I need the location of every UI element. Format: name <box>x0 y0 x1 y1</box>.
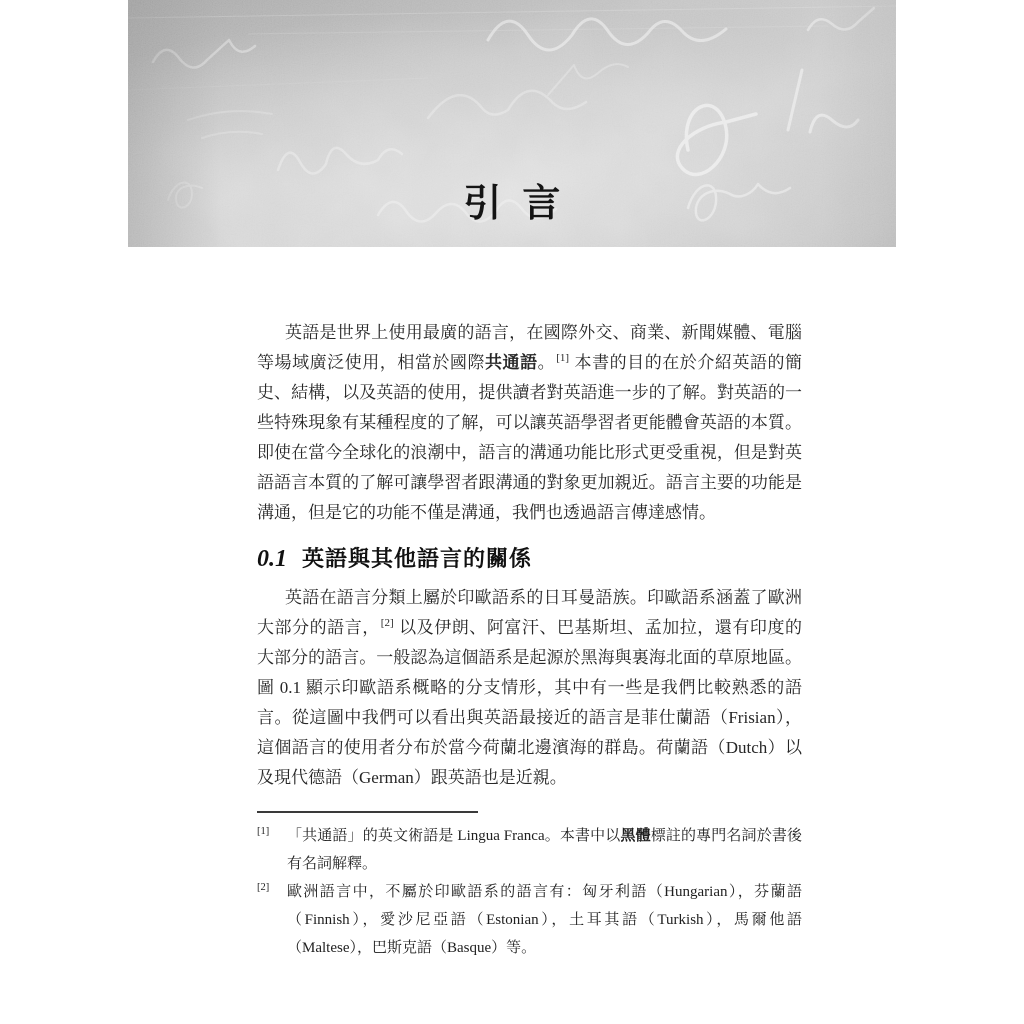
footnote-1 <box>257 822 802 878</box>
footnote-text: 「共通語」的英文術語是 Lingua Franca。本書中以 <box>287 828 621 844</box>
intro-paragraph <box>257 318 802 528</box>
chapter-title: 引言 <box>463 183 582 225</box>
paragraph-text: 。 <box>537 353 556 372</box>
footnotes-section <box>257 822 802 962</box>
footnote-marker-2: [2] <box>257 882 270 893</box>
footnote-text: 歐洲語言中，不屬於印歐語系的語言有：匈牙利語（Hungarian），芬蘭語（Finnish），愛沙尼亞語（Estonian），土耳其語（Turkish），馬爾他語（Maltese），巴斯克語（Basque）等。 <box>287 884 802 956</box>
paragraph-text: 本書的目的在於介紹英語的簡史、結構，以及英語的使用，提供讀者對英語進一步的了解。對英語的一些特殊現象有某種程度的了解，可以讓英語學習者更能體會英語的本質。即使在當今全球化的浪潮中，語言的溝通功能比形式更受重視，但是對英語語言本質的了解可讓學習者跟溝通的對象更加親近。語言主要的功能是溝通，但是它的功能不僅是溝通，我們也透過語言傳達感情。 <box>257 353 803 522</box>
section-paragraph <box>257 583 802 793</box>
footnote-ref-2: [2] <box>380 617 394 629</box>
section-heading <box>257 542 802 573</box>
chapter-header <box>128 0 896 247</box>
section-title: 英語與其他語言的關係 <box>302 546 533 571</box>
footnote-2 <box>257 878 802 962</box>
section-number: 0.1 <box>257 546 287 572</box>
bold-term-lingua-franca: 共通語 <box>485 353 538 372</box>
footnote-divider <box>257 811 478 813</box>
paragraph-text: 英語是世界上使用最廣的語言，在國際外交、商業、新聞媒體、電腦等場域廣泛使用，相當於國際 <box>257 323 802 372</box>
footnote-text: 標註的專門名詞於書後有名詞解釋。 <box>287 828 802 872</box>
footnote-bold-term: 黑體 <box>620 828 651 844</box>
footnote-marker-1: [1] <box>257 826 270 837</box>
footnote-ref-1: [1] <box>556 352 570 364</box>
paragraph-text: 英語在語言分類上屬於印歐語系的日耳曼語族。印歐語系涵蓋了歐洲大部分的語言， <box>257 588 802 637</box>
paragraph-text: 以及伊朗、阿富汗、巴基斯坦、孟加拉，還有印度的大部分的語言。一般認為這個語系是起源於黑海與裏海北面的草原地區。圖 0.1 顯示印歐語系概略的分支情形，其中有一些是我們比較熟悉的語言。從這圖中我們可以看出與英語最接近的語言是菲仕蘭語（Frisian），這個語言的使用者分布於當今荷蘭北邊濱海的群島。荷蘭語（Dutch）以及現代德語（German）跟英語也是近親。 <box>257 618 803 787</box>
page-content <box>257 318 802 962</box>
